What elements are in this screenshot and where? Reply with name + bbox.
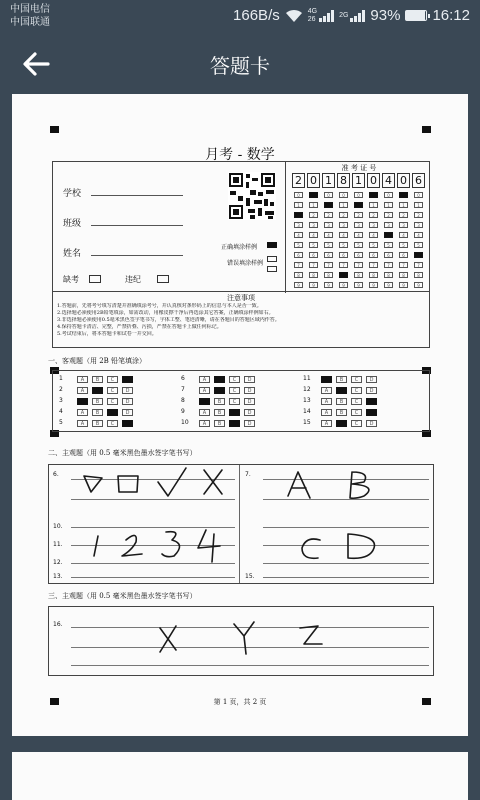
mc-question-number: 4 (59, 408, 63, 415)
school-line (91, 195, 183, 196)
id-digit-bubble: 8 (309, 272, 318, 278)
question-number: 10. (53, 523, 63, 530)
id-digit-bubble: 8 (399, 272, 408, 278)
id-digit-bubble: 2 (339, 212, 348, 218)
mc-option-bubble: B (336, 420, 347, 427)
id-digit-bubble: 5 (414, 242, 423, 248)
section-2-heading: 二、主观题（用 0.5 毫米黑色墨水签字笔书写） (48, 449, 197, 457)
multiple-choice-grid (52, 370, 430, 432)
id-digit-bubble: 1 (324, 202, 333, 208)
signal-2-tag: 2G (339, 11, 349, 19)
id-digit-bubble: 8 (414, 272, 423, 278)
id-digit-bubble: 5 (369, 242, 378, 248)
question-number: 15. (245, 573, 255, 580)
question-number: 11. (53, 541, 63, 548)
mc-option-bubble: B (214, 420, 225, 427)
note-line: 5.考试结束后，将本答题卡和试卷一并交回。 (57, 331, 157, 337)
school-label: 学校 (63, 189, 82, 199)
mc-option-bubble: A (199, 409, 210, 416)
id-digit-bubble: 3 (309, 222, 318, 228)
mc-option-bubble: A (321, 376, 332, 383)
name-line (91, 255, 183, 256)
notes-box (52, 292, 430, 348)
mc-question-number: 5 (59, 419, 63, 426)
id-digit-bubble: 9 (414, 282, 423, 288)
mc-option-bubble: C (351, 420, 362, 427)
id-digit-bubble: 3 (294, 222, 303, 228)
id-digit-bubble: 4 (384, 232, 393, 238)
id-digit-bubble: 4 (294, 232, 303, 238)
id-digit-bubble: 6 (399, 252, 408, 258)
note-line: 3.非选择题必须使用0.5毫米黑色签字笔书写，字体工整、笔迹清晰，请在各题目的答题区域内作答。 (57, 317, 280, 323)
mc-option-bubble: C (229, 420, 240, 427)
id-digit-bubble: 9 (309, 282, 318, 288)
mc-option-bubble: A (77, 387, 88, 394)
id-digit-bubble: 1 (399, 202, 408, 208)
id-digit-bubble: 2 (309, 212, 318, 218)
id-digit-bubble: 3 (399, 222, 408, 228)
id-digit-cell: 6 (412, 173, 425, 188)
mc-option-bubble: B (336, 376, 347, 383)
carrier-2: 中国联通 (10, 17, 50, 28)
question-number: 13. (53, 573, 63, 580)
question-number: 7. (245, 471, 251, 478)
mc-option-bubble: B (92, 398, 103, 405)
app-bar (0, 34, 480, 94)
id-digit-bubble: 0 (354, 192, 363, 198)
id-digit-cell: 8 (337, 173, 350, 188)
mc-option-bubble: D (244, 398, 255, 405)
id-digit-cell: 1 (352, 173, 365, 188)
id-digit-bubble: 1 (309, 202, 318, 208)
id-digit-bubble: 7 (414, 262, 423, 268)
mc-option-bubble: C (107, 420, 118, 427)
mc-option-bubble: B (336, 387, 347, 394)
id-digit-bubble: 7 (294, 262, 303, 268)
clock: 16:12 (432, 7, 470, 24)
id-digit-bubble: 9 (399, 282, 408, 288)
page-title: 答题卡 (210, 54, 270, 78)
student-info-box (52, 161, 430, 292)
id-digit-bubble: 9 (294, 282, 303, 288)
mc-option-bubble: D (122, 420, 133, 427)
page-footer: 第 1 页，共 2 页 (213, 698, 267, 706)
signal-1-icon (319, 10, 334, 22)
violation-label: 违纪 (125, 275, 141, 284)
mc-option-bubble: B (336, 409, 347, 416)
violation-box (157, 275, 169, 283)
mc-option-bubble: D (244, 409, 255, 416)
id-digit-bubble: 9 (384, 282, 393, 288)
mc-question-number: 12 (303, 386, 311, 393)
mc-option-bubble: B (92, 420, 103, 427)
mc-option-bubble: B (214, 376, 225, 383)
id-digit-bubble: 6 (369, 252, 378, 258)
mc-question-number: 7 (181, 386, 185, 393)
class-line (91, 225, 183, 226)
mc-option-bubble: A (199, 376, 210, 383)
id-digit-bubble: 5 (294, 242, 303, 248)
id-digit-bubble: 9 (369, 282, 378, 288)
id-digit-bubble: 2 (414, 212, 423, 218)
id-digit-bubble: 4 (339, 232, 348, 238)
id-digit-bubble: 4 (369, 232, 378, 238)
mc-question-number: 6 (181, 375, 185, 382)
wifi-icon (285, 9, 303, 23)
id-digit-bubble: 3 (369, 222, 378, 228)
wrong-fill-sample (267, 266, 277, 272)
id-digit-bubble: 7 (354, 262, 363, 268)
id-digit-bubble: 9 (324, 282, 333, 288)
id-digit-bubble: 1 (414, 202, 423, 208)
id-digit-bubble: 2 (324, 212, 333, 218)
mc-option-bubble: C (229, 409, 240, 416)
name-label: 姓名 (63, 249, 82, 259)
mc-question-number: 10 (181, 419, 189, 426)
id-digit-bubble: 6 (414, 252, 423, 258)
id-digit-cell: 0 (367, 173, 380, 188)
id-digit-bubble: 7 (309, 262, 318, 268)
id-digit-bubble: 2 (354, 212, 363, 218)
correct-fill-label: 正确填涂样例 (221, 244, 258, 251)
id-digit-bubble: 4 (324, 232, 333, 238)
mc-option-bubble: D (366, 376, 377, 383)
mc-option-bubble: D (244, 376, 255, 383)
id-digit-cell: 0 (307, 173, 320, 188)
id-digit-bubble: 7 (324, 262, 333, 268)
mc-option-bubble: B (214, 387, 225, 394)
id-digit-bubble: 8 (369, 272, 378, 278)
mc-option-bubble: C (229, 387, 240, 394)
id-digit-bubble: 3 (414, 222, 423, 228)
mc-question-number: 8 (181, 397, 185, 404)
mc-option-bubble: A (321, 409, 332, 416)
id-digit-bubble: 3 (354, 222, 363, 228)
id-digit-bubble: 8 (324, 272, 333, 278)
mc-option-bubble: D (366, 398, 377, 405)
mc-option-bubble: A (321, 398, 332, 405)
id-digit-bubble: 1 (369, 202, 378, 208)
id-digit-bubble: 6 (339, 252, 348, 258)
id-digit-bubble: 0 (369, 192, 378, 198)
id-digit-bubble: 6 (294, 252, 303, 258)
id-digit-cell: 1 (322, 173, 335, 188)
question-number: 16. (53, 621, 63, 628)
mc-option-bubble: C (351, 387, 362, 394)
id-digit-bubble: 9 (354, 282, 363, 288)
id-digit-bubble: 0 (324, 192, 333, 198)
mc-option-bubble: C (351, 409, 362, 416)
mc-option-bubble: C (351, 398, 362, 405)
battery-icon (405, 10, 427, 21)
mc-option-bubble: D (366, 387, 377, 394)
registration-mark (422, 126, 431, 133)
mc-option-bubble: D (122, 409, 133, 416)
mc-option-bubble: D (244, 420, 255, 427)
id-digit-bubble: 5 (339, 242, 348, 248)
absent-box (89, 275, 101, 283)
mc-option-bubble: C (229, 398, 240, 405)
exam-title: 月考 - 数学 (205, 147, 275, 163)
class-label: 班级 (63, 219, 82, 229)
mc-question-number: 13 (303, 397, 311, 404)
notes-header: 注意事项 (227, 294, 255, 302)
id-digit-bubble: 8 (354, 272, 363, 278)
note-line: 4.保持答题卡清洁、完整，严禁折叠、污损，严禁在答题卡上做任何标记。 (57, 324, 222, 330)
id-digit-bubble: 9 (339, 282, 348, 288)
answer-sheet-image[interactable] (12, 94, 468, 736)
mc-question-number: 2 (59, 386, 63, 393)
id-digit-cell: 2 (292, 173, 305, 188)
mc-question-number: 3 (59, 397, 63, 404)
id-digit-bubble: 0 (384, 192, 393, 198)
mc-option-bubble: A (77, 409, 88, 416)
section-1-heading: 一、客观题（用 2B 铅笔填涂） (48, 357, 147, 365)
battery-fill (406, 11, 425, 20)
mc-question-number: 9 (181, 408, 185, 415)
id-digit-bubble: 2 (399, 212, 408, 218)
mc-option-bubble: A (199, 398, 210, 405)
id-digit-bubble: 8 (294, 272, 303, 278)
id-digit-bubble: 5 (399, 242, 408, 248)
mc-option-bubble: B (92, 387, 103, 394)
question-number: 6. (53, 471, 59, 478)
id-digit-bubble: 0 (309, 192, 318, 198)
id-digit-bubble: 3 (339, 222, 348, 228)
mc-option-bubble: D (122, 387, 133, 394)
mc-option-bubble: A (199, 387, 210, 394)
mc-question-number: 14 (303, 408, 311, 415)
id-digit-bubble: 3 (324, 222, 333, 228)
id-digit-bubble: 8 (384, 272, 393, 278)
id-digit-bubble: 7 (384, 262, 393, 268)
id-digit-cell: 4 (382, 173, 395, 188)
mc-option-bubble: B (336, 398, 347, 405)
id-digit-bubble: 4 (354, 232, 363, 238)
id-digit-bubble: 1 (294, 202, 303, 208)
id-digit-bubble: 6 (309, 252, 318, 258)
mc-option-bubble: B (214, 409, 225, 416)
mc-option-bubble: A (321, 387, 332, 394)
handwriting-strokes (48, 464, 434, 678)
id-digit-bubble: 5 (354, 242, 363, 248)
absent-label: 缺考 (63, 275, 79, 284)
mc-option-bubble: D (122, 398, 133, 405)
mc-option-bubble: C (229, 376, 240, 383)
mc-option-bubble: B (92, 409, 103, 416)
id-digit-bubble: 6 (354, 252, 363, 258)
id-digit-bubble: 2 (384, 212, 393, 218)
wrong-fill-label: 错误填涂样例 (227, 260, 264, 267)
id-digit-cell: 0 (397, 173, 410, 188)
correct-fill-sample (267, 242, 277, 248)
id-digit-bubble: 7 (339, 262, 348, 268)
mc-option-bubble: C (107, 398, 118, 405)
mc-option-bubble: A (321, 420, 332, 427)
question-number: 12. (53, 559, 63, 566)
id-digit-bubble: 4 (399, 232, 408, 238)
wrong-fill-sample (267, 256, 277, 262)
mc-option-bubble: A (199, 420, 210, 427)
id-digit-bubble: 2 (369, 212, 378, 218)
id-digit-bubble: 5 (324, 242, 333, 248)
id-digit-bubble: 0 (339, 192, 348, 198)
mc-option-bubble: D (366, 409, 377, 416)
mc-option-bubble: D (366, 420, 377, 427)
id-digit-bubble: 5 (384, 242, 393, 248)
id-digit-bubble: 8 (339, 272, 348, 278)
id-digit-bubble: 1 (354, 202, 363, 208)
note-line: 1.答题前，先将考号填写清楚并准确填涂考号，并认真核对条形码上的信息与本人是否一致。 (57, 303, 262, 309)
id-digit-bubble: 3 (384, 222, 393, 228)
mc-option-bubble: C (351, 376, 362, 383)
mc-option-bubble: A (77, 420, 88, 427)
id-digit-bubble: 0 (294, 192, 303, 198)
status-bar (0, 0, 480, 34)
id-digit-bubble: 6 (384, 252, 393, 258)
mc-question-number: 1 (59, 375, 63, 382)
exam-id-header: 准 考 证 号 (341, 164, 377, 172)
answer-sheet-page-2[interactable] (12, 752, 468, 800)
network-speed: 166B/s (233, 7, 280, 24)
signal-2-icon (350, 10, 365, 22)
mc-option-bubble: B (92, 376, 103, 383)
carrier-labels (10, 3, 50, 29)
id-digit-bubble: 1 (339, 202, 348, 208)
battery-percent: 93% (370, 7, 401, 24)
signal-1-tag: 4G 26 (307, 7, 318, 23)
id-digit-bubble: 0 (399, 192, 408, 198)
mc-option-bubble: C (107, 387, 118, 394)
id-digit-bubble: 1 (384, 202, 393, 208)
mc-option-bubble: A (77, 376, 88, 383)
id-digit-bubble: 6 (324, 252, 333, 258)
carrier-1: 中国电信 (10, 4, 50, 15)
mc-option-bubble: D (244, 387, 255, 394)
mc-question-number: 11 (303, 375, 311, 382)
note-line: 2.选择题必须使用2B铅笔填涂，如需改动，用橡皮擦干净后再选涂其它答案，正确填涂样例如右。 (57, 310, 274, 316)
id-digit-bubble: 7 (399, 262, 408, 268)
id-digit-bubble: 0 (414, 192, 423, 198)
mc-option-bubble: D (122, 376, 133, 383)
mc-option-bubble: C (107, 376, 118, 383)
id-digit-bubble: 7 (369, 262, 378, 268)
mc-option-bubble: B (214, 398, 225, 405)
mc-option-bubble: C (107, 409, 118, 416)
mc-option-bubble: A (77, 398, 88, 405)
section-3-heading: 三、主观题（用 0.5 毫米黑色墨水签字笔书写） (48, 592, 197, 600)
id-digit-bubble: 5 (309, 242, 318, 248)
registration-mark (50, 126, 59, 133)
id-digit-bubble: 2 (294, 212, 303, 218)
id-digit-bubble: 4 (414, 232, 423, 238)
mc-question-number: 15 (303, 419, 311, 426)
id-digit-bubble: 4 (309, 232, 318, 238)
exam-id-grid (285, 162, 431, 293)
qr-code-icon (228, 172, 276, 220)
